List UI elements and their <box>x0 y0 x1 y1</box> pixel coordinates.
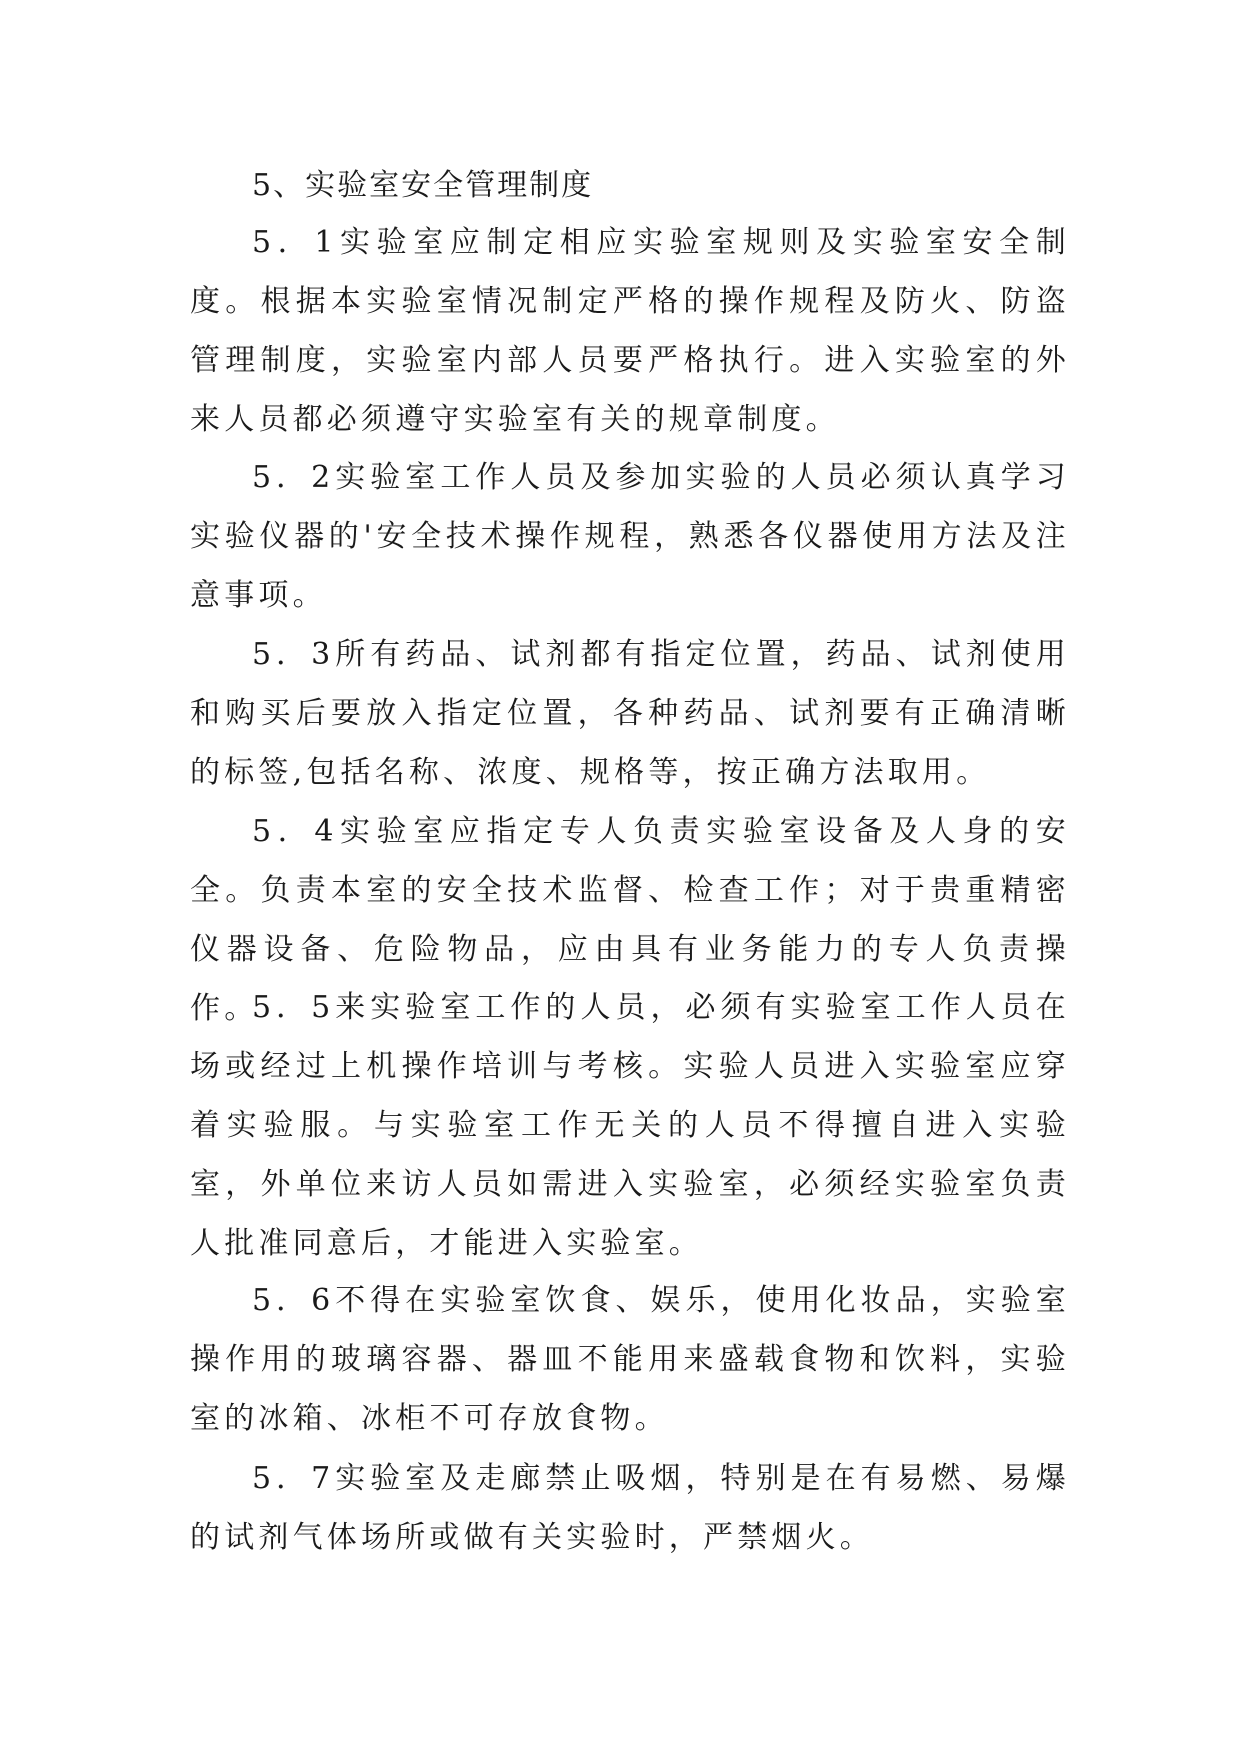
section-heading: 5、实验室安全管理制度 <box>252 168 594 203</box>
paragraph-5-7: 5．7实验室及走廊禁止吸烟，特别是在有易燃、易爆的试剂气体场所或做有关实验时，严禁烟火。 <box>190 1461 1070 1555</box>
paragraph-5-2: 5．2实验室工作人员及参加实验的人员必须认真学习实验仪器的'安全技术操作规程，熟悉各仪器使用方法及注意事项。 <box>190 460 1070 613</box>
paragraph-5-3: 5．3所有药品、试剂都有指定位置，药品、试剂使用和购买后要放入指定位置，各种药品、试剂要有正确清晰的标签,包括名称、浓度、规格等，按正确方法取用。 <box>190 637 1070 790</box>
paragraph-5-6: 5．6不得在实验室饮食、娱乐，使用化妆品，实验室操作用的玻璃容器、器皿不能用来盛载食物和饮料，实验室的冰箱、冰柜不可存放食物。 <box>190 1283 1070 1436</box>
paragraph-5-5: 5．5来实验室工作的人员，必须有实验室工作人员在场或经过上机操作培训与考核。实验人员进入实验室应穿着实验服。与实验室工作无关的人员不得擅自进入实验室，外单位来访人员如需进入实验室，必须经实验室负责人批准同意后，才能进入实验室。 <box>190 990 1070 1261</box>
paragraph-5-4: 5．4实验室应指定专人负责实验室设备及人身的安全。负责本室的安全技术监督、检查工作；对于贵重精密仪器设备、危险物品，应由具有业务能力的专人负责操作。 <box>190 814 1070 1026</box>
paragraph-5-1: 5．1实验室应制定相应实验室规则及实验室安全制度。根据本实验室情况制定严格的操作规程及防火、防盗管理制度，实验室内部人员要严格执行。进入实验室的外来人员都必须遵守实验室有关的规章制度。 <box>190 225 1070 437</box>
